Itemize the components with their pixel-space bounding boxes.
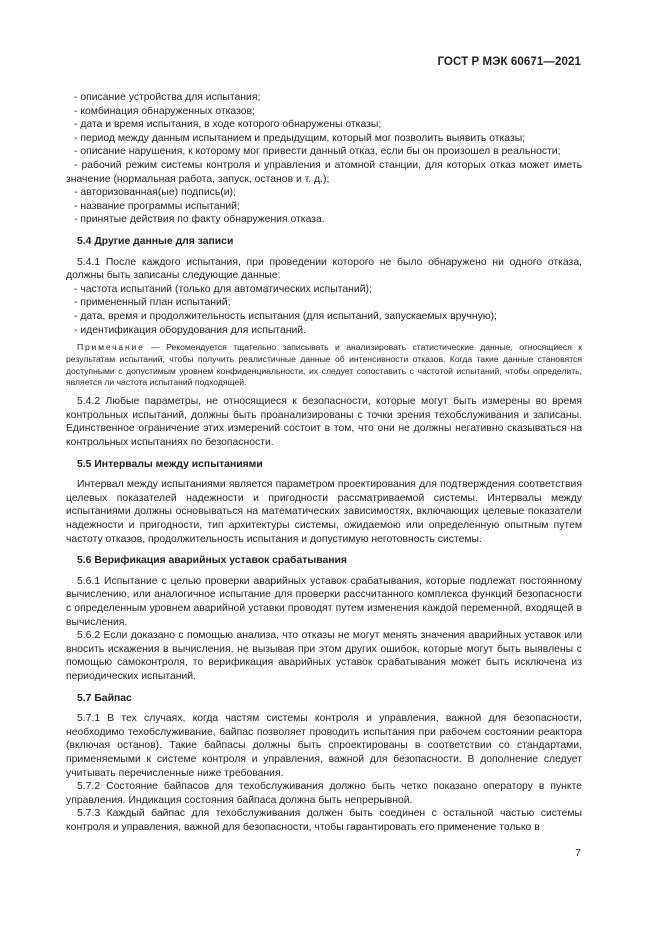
list-item: - авторизованная(ые) подпись(и); [74,187,236,199]
section-heading-5-5: 5.5 Интервалы между испытаниями [77,458,263,470]
list-item: - принятые действия по факту обнаружения отказа. [74,214,325,226]
note-label: Примечание [77,342,145,353]
paragraph-5-6-1: 5.6.1 Испытание с целью проверки аварийных уставок срабатывания, которые подлежат постоянному вычислению, или аналогичное испытание для проверки рассчитанного комплекса функций безопасности с определенным уровнем аварийной уставки проводят путем изменения каждой переменной, входящей в вычисления. [66,575,582,628]
paragraph-5-5: Интервал между испытаниями является параметром проектирования для подтверждения соответствия целевых показателей надежности и пригодности рассматриваемой системы. Интервалы между испытаниями должны основываться на математических зависимостях, включающих целевые показатели надежности и пригодности, тип архитектуры системы, ожидаемою или определенную опытным путем частоту отказов, продолжительность испытания и допустимую неготовность системы. [66,479,582,545]
page-number: 7 [575,847,581,859]
paragraph-5-4-2: 5.4.2 Любые параметры, не относящиеся к безопасности, которые могут быть измерены во время контрольных испытаний, должны быть проанализированы с точки зрения техобслуживания и записаны. Единственное ограничение этих измерений состоит в том, что они не должны негативно сказываться на контрольных испытаниях по безопасности. [66,396,582,449]
note-text: — Рекомендуется тщательно записывать и анализировать статистические данные, относящиеся к результатам испытаний, чтобы получить реалистичные данные об интенсивности отказов. Когда такие данные становятся доступными с допустимым уровнем конфиденциальности, их следует сопоставить с частотой испытаний, чтобы определить, является ли частота испытаний подходящей. [66,342,582,388]
section-heading-5-7: 5.7 Байпас [77,692,132,704]
note [66,342,582,389]
list-item: - дата и время испытания, в ходе которого обнаружены отказы; [74,119,382,131]
section-heading-5-4: 5.4 Другие данные для записи [77,235,234,247]
paragraph-5-4-1: 5.4.1 После каждого испытания, при проведении которого не было обнаружено ни одного отказа, должны быть записаны следующие данные: [66,256,582,282]
paragraph-5-7-1: 5.7.1 В тех случаях, когда частям системы контроля и управления, важной для безопасности, необходимо техобслуживание, байпас позволяет проводить испытания при рабочем состоянии реактора (включая останов). Такие байпасы должны быть спроектированы в соответствии со стандартами, применяемыми к системе контроля и управления, важной для безопасности. В дополнение следует учитывать перечисленные ниже требования. [66,713,582,779]
list-item: - рабочий режим системы контроля и управления и атомной станции, для которых отказ может иметь значение (нормальная работа, запуск, останов и т. д.); [66,159,582,185]
list-item: - описание нарушения, к которому мог привести данный отказ, если бы он произошел в реальности; [74,146,561,158]
list-item: - комбинация обнаруженных отказов; [74,105,255,117]
paragraph-5-6-2: 5.6.2 Если доказано с помощью анализа, что отказы не могут менять значения аварийных уставок или вносить искажения в вычисления, не вызывая при этом других ошибок, которые могут быть выявлены с помощью самоконтроля, то верификация аварийных уставок срабатывания может быть исключена из периодических испытаний. [66,630,582,682]
list-item: - название программы испытаний; [74,200,240,212]
list-item: - идентификация оборудования для испытаний. [74,324,306,336]
document-body [66,91,582,835]
list-item: - описание устройства для испытания; [74,92,261,103]
list-item: - период между данным испытанием и предыдущим, который мог позволить выявить отказы; [74,132,526,144]
section-heading-5-6: 5.6 Верификация аварийных уставок срабатывания [77,555,347,567]
list-item: - дата, время и продолжительность испытания (для испытаний, запускаемых вручную); [74,310,497,322]
document-code: ГОСТ Р МЭК 60671—2021 [437,56,581,68]
list-item: - частота испытаний (только для автоматических испытаний); [74,283,372,295]
paragraph-5-7-3: 5.7.3 Каждый байпас для техобслуживания должен быть соединен с остальной частью системы контроля и управления, важной для безопасности, чтобы гарантировать его применение только в [66,808,582,833]
list-item: - примененный план испытаний; [74,297,231,309]
paragraph-5-7-2: 5.7.2 Состояние байпасов для техобслуживания должно быть четко показано оператору в пункте управления. Индикация состояния байпаса должна быть непрерывной. [66,781,582,806]
